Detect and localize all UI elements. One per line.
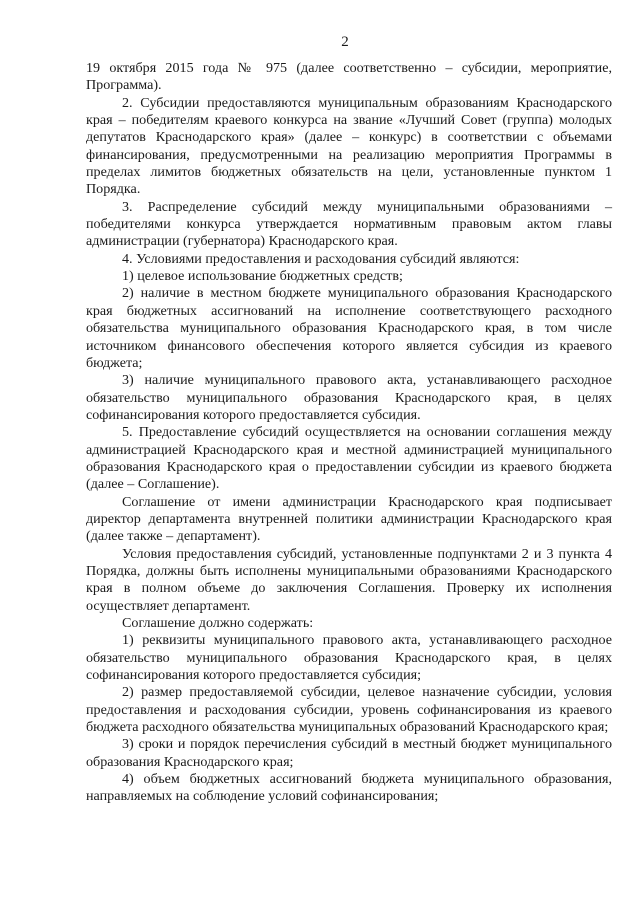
paragraph: Соглашение от имени администрации Краснодарского края подписывает директор департамента внутренней политики администрации Краснодарского края (далее также – департамент). — [86, 493, 612, 545]
paragraph: 2) размер предоставляемой субсидии, целевое назначение субсидии, условия предоставления и расходования субсидии, уровень софинансирования из краевого бюджета расходного обязательства муниципальных образований Краснодарского края; — [86, 684, 612, 736]
paragraph: Условия предоставления субсидий, установленные подпунктами 2 и 3 пункта 4 Порядка, должны быть исполнены муниципальными образованиями Краснодарского края в полном объеме до заключения Соглашения. Проверку их исполнения осуществляет департамент. — [86, 545, 612, 614]
paragraph: 4. Условиями предоставления и расходования субсидий являются: — [122, 250, 520, 267]
paragraph: 5. Предоставление субсидий осуществляется на основании соглашения между администрацией Краснодарского края и местной администрацией муниципального образования Краснодарского края о предоставлении субсидии из краевого бюджета (далее – Соглашение). — [86, 424, 612, 493]
document-body — [86, 60, 612, 806]
page-number: 2 — [341, 34, 349, 50]
paragraph: 2. Субсидии предоставляются муниципальным образованиям Краснодарского края – победителям краевого конкурса на звание «Лучший Совет (группа) молодых депутатов Краснодарского края» (далее – конкурс) в соответствии с объемами финансирования, предусмотренными на реализацию мероприятия Программы в пределах лимитов бюджетных обязательств на цели, установленные пунктом 1 Порядка. — [86, 94, 612, 198]
paragraph: 3) наличие муниципального правового акта, устанавливающего расходное обязательство муниципального образования Краснодарского края, в целях софинансирования которого предоставляется субсидия. — [86, 372, 612, 423]
paragraph: 2) наличие в местном бюджете муниципального образования Краснодарского края бюджетных ассигнований на исполнение соответствующего расходного обязательства муниципального образования Краснодарского края, в том числе источником финансового обеспечения которого является субсидия из краевого бюджета; — [86, 285, 612, 371]
paragraph: 1) целевое использование бюджетных средств; — [122, 268, 403, 285]
paragraph: Соглашение должно содержать: — [122, 615, 314, 631]
paragraph: 1) реквизиты муниципального правового акта, устанавливающего расходное обязательство муниципального образования Краснодарского края, в целях софинансирования которого предоставляется субсидия; — [86, 632, 612, 684]
paragraph: 19 октября 2015 года № 975 (далее соответственно – субсидии, мероприятие, Программа). — [86, 60, 612, 94]
paragraph: 3. Распределение субсидий между муниципальными образованиями – победителями конкурса утверждается нормативным правовым актом главы администрации (губернатора) Краснодарского края. — [86, 198, 612, 250]
paragraph: 4) объем бюджетных ассигнований бюджета муниципального образования, направляемых на соблюдение условий софинансирования; — [86, 771, 612, 805]
paragraph: 3) сроки и порядок перечисления субсидий в местный бюджет муниципального образования Краснодарского края; — [86, 736, 612, 770]
